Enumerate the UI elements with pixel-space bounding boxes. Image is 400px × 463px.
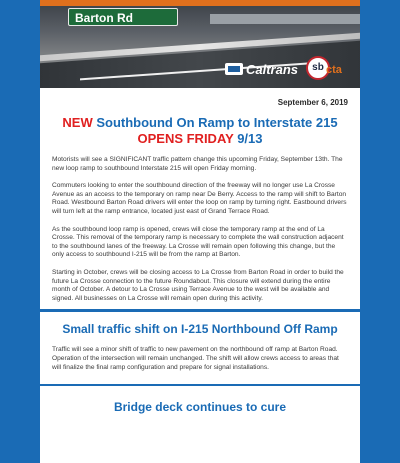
hero-top-band xyxy=(40,0,360,6)
section-title-traffic-shift: Small traffic shift on I-215 Northbound Off Ramp xyxy=(62,322,338,337)
overpass-bridge xyxy=(210,14,360,24)
headline-new: NEW xyxy=(62,115,93,130)
issue-date: September 6, 2019 xyxy=(277,98,348,107)
paragraph-3: As the southbound loop ramp is opened, crews will close the temporary ramp at the end of La Crosse. This removal of the temporary ramp is necessary to complete the wall construction adjacent to the southbound lanes of the freeway. La Crosse will remain open following this change, but the only access to southbound I-215 will be from the ramp at Barton. xyxy=(52,225,344,259)
headline-line-1 xyxy=(40,115,360,131)
section-title-bridge-deck: Bridge deck continues to cure xyxy=(113,400,287,415)
section-body-traffic-shift: Traffic will see a minor shift of traffic to new pavement on the northbound off ramp at Barton Road. Operation of the intersection will remain unchanged. The shift will allow crews access to areas that will finalize the final ramp configuration and prepare for signal installations. xyxy=(52,346,339,371)
headline-opens: OPENS FRIDAY xyxy=(137,131,234,146)
sbcta-cta-text: cta xyxy=(326,64,342,76)
paragraph-4: Starting in October, crews will be closing access to La Crosse from Barton Road in order to build the future La Crosse connection to the future Roundabout. This closure will extend during the entire month of October. A detour to La Crosse using Terrace Avenue to the west will be available and signed. All businesses on La Crosse will remain open during this activity. xyxy=(52,268,344,302)
newsletter-sheet xyxy=(40,0,360,463)
section-divider xyxy=(40,309,360,312)
headline-line-2 xyxy=(40,131,360,147)
caltrans-logo-text: Caltrans xyxy=(245,61,298,77)
section-divider-2 xyxy=(40,384,360,386)
headline-title: Southbound On Ramp to Interstate 215 xyxy=(92,115,338,130)
paragraph-1: Motorists will see a SIGNIFICANT traffic pattern change this upcoming Friday, September 13th. The new loop ramp to southbound Interstate 215 will open Friday morning. xyxy=(52,156,343,172)
partner-logos xyxy=(225,56,354,82)
paragraph-2: Commuters looking to enter the southbound direction of the freeway will no longer use La Crosse Avenue as an access to the temporary on ramp near De Berry. Access to the ramp will shift to Barton Road. Westbound Barton Road drivers will enter the loop on ramp by turning right. Eastbound drivers will turn left at the ramp entrance, located just east of Grand Terrace Road. xyxy=(52,182,347,215)
sbcta-circle-icon: sb xyxy=(306,56,330,80)
road-sign: Barton Rd xyxy=(68,8,178,26)
headline-date: 9/13 xyxy=(233,131,263,146)
article-body xyxy=(40,156,360,303)
caltrans-mark-icon xyxy=(225,63,243,75)
hero-photo xyxy=(40,0,360,88)
caltrans-logo xyxy=(225,62,298,77)
sbcta-logo xyxy=(306,56,354,82)
main-headline xyxy=(40,115,360,147)
